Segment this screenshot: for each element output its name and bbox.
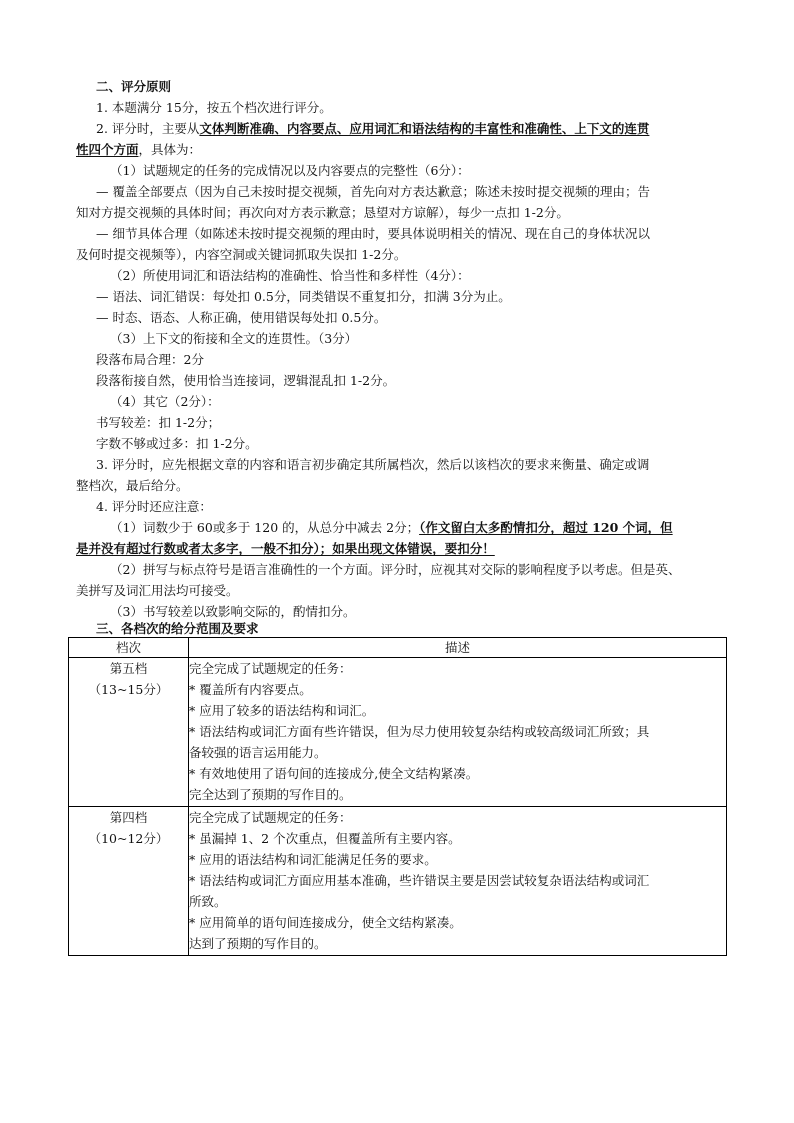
principle-2-prefix: 2. 评分时，主要从 — [96, 121, 200, 136]
level-name: 第四档 — [109, 810, 148, 825]
note-1-line-2: 是并没有超过行数或者太多字，一般不扣分）；如果出现文体错误，要扣分！ — [76, 541, 495, 556]
description-line: * 应用简单的语句间连接成分，使全文结构紧凑。 — [189, 915, 462, 930]
description-line: 完全完成了试题规定的任务： — [189, 661, 352, 676]
note-1-prefix: （1）词数少于 60或多于 120 的，从总分中减去 2分； — [110, 520, 420, 535]
description-line: * 虽漏掉 1、2 个次重点，但覆盖所有主要内容。 — [189, 831, 461, 846]
description-line: * 语法结构或词汇方面有些许错误，但为尽力使用较复杂结构或较高级词汇所致；具 — [189, 724, 650, 739]
principle-2-emphasis-b: 性四个方面 — [76, 142, 139, 157]
level-range: （13~15分） — [88, 682, 169, 697]
criterion-4-item-a: 书写较差：扣 1-2分； — [96, 415, 221, 430]
table-row — [69, 658, 727, 807]
criterion-4-item-b: 字数不够或过多：扣 1-2分。 — [96, 436, 258, 451]
note-3: （3）书写较差以致影响交际的，酌情扣分。 — [110, 604, 356, 619]
description-line: * 有效地使用了语句间的连接成分,使全文结构紧凑。 — [189, 766, 479, 781]
description-cell — [189, 807, 727, 956]
grade-level-table — [68, 637, 727, 956]
description-line: * 应用了较多的语法结构和词汇。 — [189, 703, 375, 718]
column-header-description: 描述 — [189, 638, 727, 658]
criterion-2-title: （2）所使用词汇和语法结构的准确性、恰当性和多样性（4分）： — [110, 268, 470, 283]
principle-3-line-2: 整档次，最后给分。 — [76, 478, 189, 493]
principle-2-line-1 — [96, 118, 649, 139]
description-line: * 覆盖所有内容要点。 — [189, 682, 312, 697]
section-heading-scoring-principles: 二、评分原则 — [96, 79, 172, 94]
description-line: 完全完成了试题规定的任务： — [189, 810, 352, 825]
description-line: 所致。 — [189, 894, 227, 909]
principle-2-suffix: ，具体为： — [138, 142, 202, 157]
description-line: * 语法结构或词汇方面应用基本准确，些许错误主要是因尝试较复杂语法结构或词汇 — [189, 873, 650, 888]
criterion-1-item-b-line-2: 及何时提交视频等），内容空洞或关键词抓取失误扣 1-2分。 — [76, 247, 407, 262]
description-line: 备较强的语言运用能力。 — [189, 745, 327, 760]
criterion-3-item-a: 段落布局合理：2分 — [96, 352, 204, 367]
column-header-level: 档次 — [69, 638, 189, 658]
table-row — [69, 807, 727, 956]
section-heading-grade-levels: 三、各档次的给分范围及要求 — [96, 621, 259, 636]
criterion-3-title: （3）上下文的衔接和全文的连贯性。（3分） — [110, 331, 358, 346]
criterion-2-item-b: — 时态、语态、人称正确，使用错误每处扣 0.5分。 — [96, 310, 387, 325]
principle-4: 4. 评分时还应注意： — [96, 499, 212, 514]
criterion-1-item-b-line-1: — 细节具体合理（如陈述未按时提交视频的理由时，要具体说明相关的情况、现在自己的身体状况以 — [96, 226, 650, 241]
description-cell — [189, 658, 727, 807]
note-2-line-2: 美拼写及词汇用法均可接受。 — [76, 583, 239, 598]
description-line: * 应用的语法结构和词汇能满足任务的要求。 — [189, 852, 437, 867]
note-1-line-1 — [110, 517, 673, 538]
note-1-emphasis-a: （作文留白太多酌情扣分，超过 120 个词，但 — [419, 520, 673, 535]
level-cell — [69, 807, 189, 956]
level-range: （10~12分） — [88, 831, 169, 846]
principle-3-line-1: 3. 评分时，应先根据文章的内容和语言初步确定其所属档次，然后以该档次的要求来衡量、确定或调 — [96, 457, 650, 472]
principle-2-line-2 — [76, 139, 201, 160]
criterion-1-title: （1）试题规定的任务的完成情况以及内容要点的完整性（6分）： — [110, 163, 470, 178]
criterion-1-item-a-line-2: 知对方提交视频的具体时间；再次向对方表示歉意；恳望对方谅解），每少一点扣 1-2分。 — [76, 205, 569, 220]
description-line: 达到了预期的写作目的。 — [189, 936, 327, 951]
criterion-4-title: （4）其它（2分）： — [110, 394, 220, 409]
note-2-line-1: （2）拼写与标点符号是语言准确性的一个方面。评分时，应视其对交际的影响程度予以考虑。但是英、 — [110, 562, 681, 577]
level-name: 第五档 — [109, 661, 148, 676]
criterion-2-item-a: — 语法、词汇错误：每处扣 0.5分，同类错误不重复扣分，扣满 3分为止。 — [96, 289, 511, 304]
principle-2-emphasis-a: 文体判断准确、内容要点、应用词汇和语法结构的丰富性和准确性、上下文的连贯 — [199, 121, 650, 136]
criterion-1-item-a-line-1: — 覆盖全部要点（因为自己未按时提交视频，首先向对方表达歉意；陈述未按时提交视频的理由；告 — [96, 184, 650, 199]
table-header-row — [69, 638, 727, 658]
principle-1: 1. 本题满分 15分，按五个档次进行评分。 — [96, 100, 332, 115]
criterion-3-item-b: 段落衔接自然，使用恰当连接词，逻辑混乱扣 1-2分。 — [96, 373, 396, 388]
description-line: 完全达到了预期的写作目的。 — [189, 787, 352, 802]
level-cell — [69, 658, 189, 807]
